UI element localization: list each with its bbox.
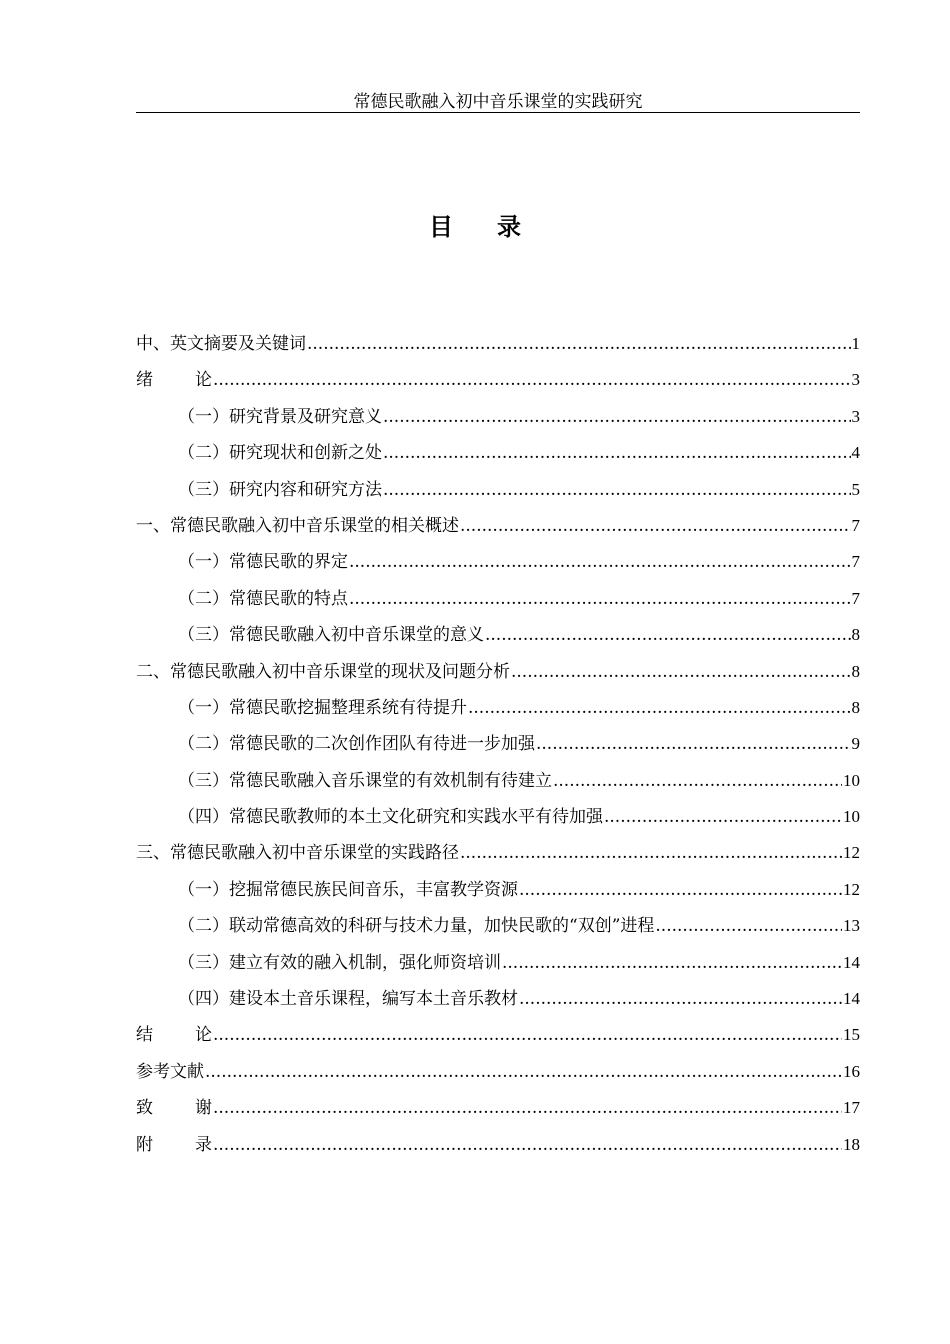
table-of-contents: [136, 331, 860, 1168]
toc-entry-label: 参考文献: [136, 1061, 204, 1082]
toc-entry[interactable]: [136, 950, 860, 986]
toc-entry-label: 三、常德民歌融入初中音乐课堂的实践路径: [136, 843, 459, 864]
running-header: 常德民歌融入初中音乐课堂的实践研究: [353, 92, 643, 112]
toc-entry-page-number: 7: [851, 588, 860, 608]
toc-entry[interactable]: [136, 477, 860, 513]
toc-dot-leader: [655, 913, 842, 939]
toc-entry[interactable]: [136, 1095, 860, 1131]
toc-entry-page-number: 12: [843, 879, 860, 899]
toc-dot-leader: [519, 877, 842, 903]
toc-dot-leader: [383, 477, 851, 503]
toc-entry-page-number: 7: [851, 552, 860, 572]
toc-dot-leader: [213, 1095, 842, 1121]
toc-entry[interactable]: [136, 731, 860, 767]
toc-entry[interactable]: [136, 804, 860, 840]
toc-entry-label: （一）研究背景及研究意义: [178, 406, 382, 427]
toc-entry-label: （二）联动常德高效的科研与技术力量，加快民歌的“双创”进程: [178, 916, 655, 937]
header-rule: [136, 112, 860, 113]
toc-entry-label: 绪论: [136, 370, 212, 391]
toc-entry[interactable]: [136, 1132, 860, 1168]
toc-entry-label: （一）挖掘常德民族民间音乐，丰富教学资源: [178, 879, 518, 900]
toc-entry-page-number: 14: [843, 989, 860, 1009]
toc-entry[interactable]: [136, 622, 860, 658]
toc-entry[interactable]: [136, 877, 860, 913]
toc-entry[interactable]: [136, 586, 860, 622]
toc-dot-leader: [519, 986, 842, 1012]
toc-entry[interactable]: [136, 549, 860, 585]
toc-entry-page-number: 14: [843, 952, 860, 972]
toc-entry-page-number: 8: [851, 661, 860, 681]
toc-entry-page-number: 9: [851, 734, 860, 754]
toc-dot-leader: [383, 440, 851, 466]
toc-entry-label: （一）常德民歌的界定: [178, 552, 348, 573]
toc-entry-label: 一、常德民歌融入初中音乐课堂的相关概述: [136, 515, 459, 536]
toc-entry-page-number: 15: [843, 1025, 860, 1045]
toc-dot-leader: [460, 840, 842, 866]
toc-dot-leader: [213, 1022, 842, 1048]
toc-entry[interactable]: [136, 440, 860, 476]
toc-dot-leader: [307, 331, 851, 357]
toc-entry-page-number: 12: [843, 843, 860, 863]
toc-entry-label: （二）研究现状和创新之处: [178, 443, 382, 464]
toc-entry-page-number: 17: [843, 1098, 860, 1118]
toc-entry-page-number: 16: [843, 1061, 860, 1081]
toc-entry-label: 致谢: [136, 1098, 212, 1119]
toc-entry-page-number: 3: [851, 370, 860, 390]
toc-entry[interactable]: [136, 404, 860, 440]
toc-dot-leader: [502, 950, 842, 976]
toc-entry-label: （三）常德民歌融入初中音乐课堂的意义: [178, 625, 484, 646]
toc-entry-label: 附录: [136, 1134, 212, 1155]
toc-dot-leader: [383, 404, 851, 430]
toc-entry-label: （二）常德民歌的特点: [178, 588, 348, 609]
toc-entry[interactable]: [136, 659, 860, 695]
toc-entry-label: 二、常德民歌融入初中音乐课堂的现状及问题分析: [136, 661, 510, 682]
toc-dot-leader: [485, 622, 851, 648]
toc-entry-label: （三）建立有效的融入机制，强化师资培训: [178, 952, 501, 973]
toc-entry[interactable]: [136, 513, 860, 549]
toc-entry-page-number: 3: [851, 406, 860, 426]
toc-entry-page-number: 10: [843, 807, 860, 827]
toc-dot-leader: [460, 513, 851, 539]
toc-entry-page-number: 5: [851, 479, 860, 499]
toc-dot-leader: [536, 731, 851, 757]
toc-dot-leader: [213, 1132, 842, 1158]
toc-entry-page-number: 4: [851, 443, 860, 463]
toc-entry-label: （三）研究内容和研究方法: [178, 479, 382, 500]
toc-entry[interactable]: [136, 367, 860, 403]
toc-entry-page-number: 8: [851, 697, 860, 717]
toc-entry-label: （二）常德民歌的二次创作团队有待进一步加强: [178, 734, 535, 755]
toc-entry[interactable]: [136, 1059, 860, 1095]
toc-entry[interactable]: [136, 768, 860, 804]
toc-entry-page-number: 13: [843, 916, 860, 936]
toc-entry-label: （四）建设本土音乐课程，编写本土音乐教材: [178, 989, 518, 1010]
toc-entry-page-number: 8: [851, 625, 860, 645]
toc-entry-label: （三）常德民歌融入音乐课堂的有效机制有待建立: [178, 770, 552, 791]
toc-dot-leader: [511, 659, 851, 685]
toc-dot-leader: [553, 768, 842, 794]
toc-entry[interactable]: [136, 695, 860, 731]
toc-entry-page-number: 1: [851, 334, 860, 353]
toc-entry[interactable]: [136, 331, 860, 367]
toc-entry-page-number: 10: [843, 770, 860, 790]
toc-entry-label: （一）常德民歌挖掘整理系统有待提升: [178, 697, 467, 718]
toc-entry-page-number: 18: [843, 1134, 860, 1154]
toc-dot-leader: [213, 367, 851, 393]
toc-dot-leader: [604, 804, 842, 830]
toc-dot-leader: [468, 695, 851, 721]
toc-entry[interactable]: [136, 1022, 860, 1058]
toc-dot-leader: [205, 1059, 842, 1085]
toc-entry-page-number: 7: [851, 515, 860, 535]
toc-entry-label: 中、英文摘要及关键词: [136, 334, 306, 354]
toc-dot-leader: [349, 586, 851, 612]
toc-title: 目录: [429, 213, 565, 241]
toc-dot-leader: [349, 549, 851, 575]
toc-entry-label: 结论: [136, 1025, 212, 1046]
toc-entry[interactable]: [136, 840, 860, 876]
toc-entry[interactable]: [136, 986, 860, 1022]
toc-entry-label: （四）常德民歌教师的本土文化研究和实践水平有待加强: [178, 807, 603, 828]
toc-entry[interactable]: [136, 913, 860, 949]
